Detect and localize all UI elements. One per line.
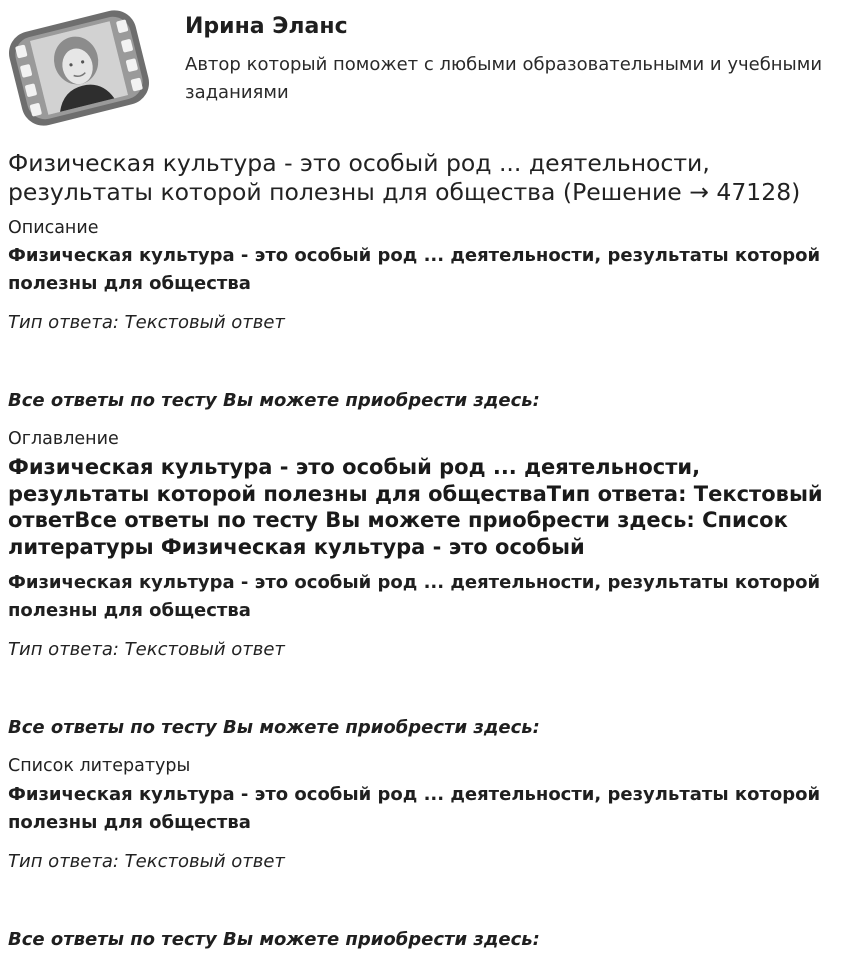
author-avatar [8,8,150,128]
description-question: Физическая культура - это особый род ... деятельности, результаты которой полезны для общества [8,245,821,294]
page-title: Физическая культура - это особый род ... деятельности, результаты которой полезны для общества (Решение → 47128) [8,149,801,206]
author-header [0,0,847,135]
author-name: Ирина Эланс [185,14,348,39]
references-buy-note: Все ответы по тесту Вы можете приобрести здесь: [8,929,540,950]
main-content [8,149,838,951]
description-buy-note: Все ответы по тесту Вы можете приобрести здесь: [8,390,540,411]
references-answer-type: Тип ответа: Текстовый ответ [8,851,285,872]
contents-answer-type: Тип ответа: Текстовый ответ [8,639,285,660]
description-answer-type: Тип ответа: Текстовый ответ [8,312,285,333]
references-label: Список литературы [8,756,191,776]
contents-question: Физическая культура - это особый род ... деятельности, результаты которой полезны для общества [8,572,821,621]
contents-buy-note: Все ответы по тесту Вы можете приобрести здесь: [8,717,540,738]
author-description: Автор который поможет с любыми образовательными и учебными заданиями [185,54,823,103]
description-label: Описание [8,218,99,238]
references-question: Физическая культура - это особый род ... деятельности, результаты которой полезны для общества [8,784,821,833]
contents-label: Оглавление [8,429,119,449]
contents-summary: Физическая культура - это особый род ... деятельности, результаты которой полезны для обществаТип ответа: Текстовый ответВсе ответы по тесту Вы можете приобрести здесь: Список литературы Физическая культура - это особый [8,455,823,559]
film-frame-avatar-icon [8,8,150,128]
